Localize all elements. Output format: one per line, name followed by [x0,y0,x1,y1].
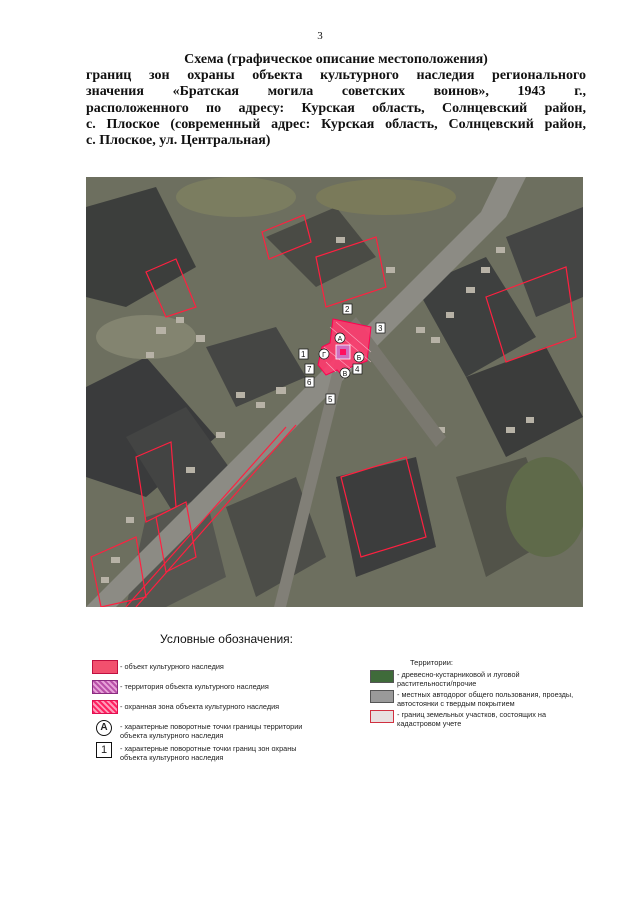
object-point-marker [340,368,350,378]
object-point-marker [319,349,329,359]
zone-point-symbol: 1 [96,742,112,758]
title-line: расположенного по адресу: Курская область, Солнцевский район, [86,100,586,116]
page-number: 3 [317,30,323,42]
territory-swatch [92,680,118,694]
satellite-map [86,177,583,607]
object-point-marker [354,352,364,362]
zone-point-marker [343,304,352,314]
legend-item-object [92,660,352,680]
object-point-symbol: А [96,720,112,736]
territories-title: Территории: [410,658,454,667]
legend-item-roads [370,690,600,710]
zone-point-label: 6 [307,378,312,387]
zone-point-label: 1 [301,350,306,359]
roads-swatch [370,690,394,703]
legend-item-cadastral [370,710,600,730]
title-line: значения «Братская могила советских воинов», 1943 г., [86,84,586,100]
legend-label: - охранная зона объекта культурного наследия [120,702,280,711]
object-point-label: Г [322,352,326,359]
vegetation-swatch [370,670,394,683]
title-line: с. Плоское (современный адрес: Курская область, Солнцевский район, [86,116,586,132]
legend-label: - древесно-кустарниковой и луговой растительности/прочие [397,670,520,688]
zone-point-label: 2 [345,305,350,314]
zone-point-marker [353,364,362,374]
object-point-marker [335,333,345,343]
object-swatch [92,660,118,674]
zone-point-label: 7 [307,365,312,374]
object-point-label: Б [356,355,362,362]
zone-point-marker [326,394,335,404]
document-title [86,52,586,149]
legend-label: - территория объекта культурного наследия [120,682,269,691]
legend-item-object-point [92,720,352,742]
legend-label: - границ земельных участков, состоящих на кадастровом учете [397,710,547,728]
legend-item-protection-zone [92,700,352,720]
legend-item-territory [92,680,352,700]
zone-point-label: 5 [328,395,333,404]
title-line: с. Плоское, ул. Центральная) [86,133,271,149]
title-line: границ зон охраны объекта культурного наследия регионального [86,68,586,84]
cadastral-swatch [370,710,394,723]
zone-point-marker [376,323,385,333]
object-point-label: А [337,336,343,343]
zone-point-label: 4 [355,365,360,374]
map-graphic [86,177,583,607]
legend-item-zone-point [92,742,352,764]
legend-title: Условные обозначения: [160,632,293,646]
legend-label: - характерные поворотные точки границы территории объекта культурного наследия [120,722,303,740]
legend-item-vegetation [370,670,600,690]
object-point-label: В [342,371,348,378]
zone-point-marker [305,364,314,374]
zone-point-marker [305,377,314,387]
zone-point-label: 3 [378,324,383,333]
legend-label: - объект культурного наследия [120,662,224,671]
legend-left [92,660,352,764]
zone-point-marker [299,349,308,359]
legend-label: - характерные поворотные точки границ зон охраны объекта культурного наследия [120,744,297,762]
title-line: Схема (графическое описание местоположения) [184,52,488,67]
legend-right [370,658,600,730]
protection-zone-swatch [92,700,118,714]
legend-label: - местных автодорог общего пользования, проезды, автостоянки с твердым покрытием [397,690,574,708]
